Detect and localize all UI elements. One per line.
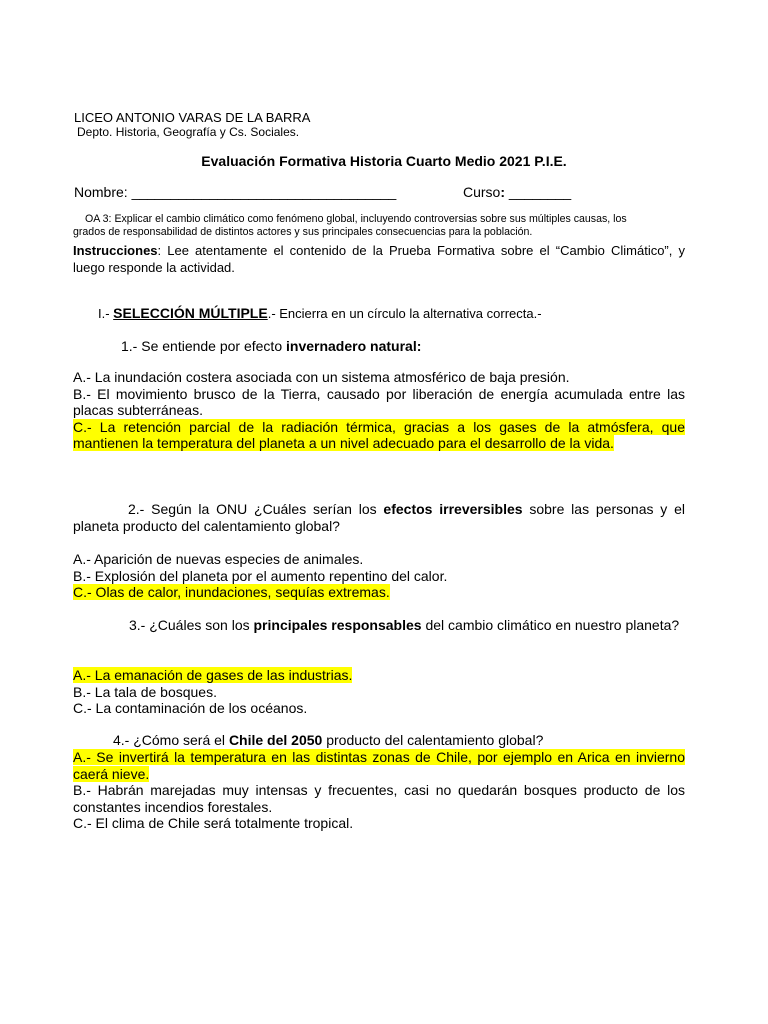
question-3-option-c: C.- La contaminación de los océanos. bbox=[73, 700, 308, 716]
question-4-option-a-highlight: A.- Se invertirá la temperatura en las distintas zonas de Chile, por ejemplo en Arica en invierno caerá nieve. bbox=[73, 749, 685, 782]
nombre-label: Nombre: bbox=[74, 184, 132, 200]
question-1-option-c bbox=[73, 419, 685, 452]
question-3-suffix: del cambio climático en nuestro planeta? bbox=[421, 617, 680, 633]
question-2-option-a: A.- Aparición de nuevas especies de animales. bbox=[73, 551, 364, 567]
question-3-stem bbox=[73, 617, 685, 634]
section-number: I.- bbox=[98, 306, 114, 321]
question-3-prefix: 3.- ¿Cuáles son los bbox=[129, 617, 254, 633]
question-2-stem bbox=[73, 501, 685, 534]
question-2-options bbox=[73, 551, 685, 601]
school-name: LICEO ANTONIO VARAS DE LA BARRA bbox=[74, 110, 311, 125]
question-4-prefix: 4.- ¿Cómo será el bbox=[113, 732, 229, 748]
learning-objective bbox=[73, 213, 685, 239]
question-1-stem bbox=[121, 338, 421, 355]
question-2-option-b: B.- Explosión del planeta por el aumento repentino del calor. bbox=[73, 567, 448, 584]
question-4-option-c: C.- El clima de Chile será totalmente tropical. bbox=[73, 815, 354, 831]
question-2-prefix: 2.- Según la ONU ¿Cuáles serían los bbox=[128, 501, 384, 517]
question-2-suffix: sobre las personas y el planeta producto del calentamiento global? bbox=[73, 501, 685, 534]
question-1-keyword: invernadero natural: bbox=[286, 338, 422, 354]
question-4-option-b: B.- Habrán marejadas muy intensas y frecuentes, casi no quedarán bosques producto de los constantes incendios forestales. bbox=[73, 782, 685, 815]
page-title: Evaluación Formativa Historia Cuarto Medio 2021 P.I.E. bbox=[201, 153, 567, 169]
curso-colon: : bbox=[500, 184, 506, 200]
question-4-option-a bbox=[73, 749, 685, 782]
question-3-keyword: principales responsables bbox=[253, 617, 422, 633]
instructions-label: Instrucciones bbox=[73, 243, 158, 258]
objective-line-1: OA 3: Explicar el cambio climático como fenómeno global, incluyendo controversias sobre sus múltiples causas, los bbox=[85, 213, 627, 225]
question-3-option-a bbox=[73, 667, 685, 684]
question-1-option-a: A.- La inundación costera asociada con un sistema atmosférico de baja presión. bbox=[73, 369, 570, 385]
instructions bbox=[73, 242, 685, 276]
question-1-option-c-highlight: C.- La retención parcial de la radiación térmica, gracias a los gases de la atmósfera, que mantienen la temperatura del planeta a un nivel adecuado para el desarrollo de la vida. bbox=[73, 418, 685, 451]
question-4-options bbox=[73, 749, 685, 832]
instructions-text: : Lee atentamente el contenido de la Prueba Formativa sobre el “Cambio Climático”, y luego responde la actividad. bbox=[73, 243, 685, 275]
question-3-option-b: B.- La tala de bosques. bbox=[73, 683, 217, 700]
question-1-prefix: 1.- Se entiende por efecto bbox=[121, 338, 286, 354]
department-name: Depto. Historia, Geografía y Cs. Sociales. bbox=[77, 125, 300, 139]
curso-field bbox=[463, 184, 571, 200]
section-heading bbox=[98, 305, 542, 321]
question-3-options bbox=[73, 667, 685, 717]
curso-blank: ________ bbox=[505, 184, 572, 200]
objective-line-2: grados de responsabilidad de distintos actores y sus principales consecuencias para la población. bbox=[73, 226, 533, 238]
question-2-keyword: efectos irreversibles bbox=[383, 501, 523, 517]
question-4-keyword: Chile del 2050 bbox=[228, 732, 323, 748]
nombre-blank: __________________________________ bbox=[131, 184, 397, 200]
question-1-options bbox=[73, 369, 685, 452]
nombre-field bbox=[74, 184, 396, 200]
curso-label: Curso bbox=[463, 184, 501, 200]
question-4-stem bbox=[113, 732, 543, 749]
section-title: SELECCIÓN MÚLTIPLE bbox=[113, 305, 268, 321]
question-2-option-c-highlight: C.- Olas de calor, inundaciones, sequías extremas. bbox=[73, 584, 390, 600]
section-instruction: .- Encierra en un círculo la alternativa correcta.- bbox=[267, 306, 542, 321]
question-2-option-c bbox=[73, 584, 685, 601]
question-4-suffix: producto del calentamiento global? bbox=[322, 732, 544, 748]
question-1-option-b: B.- El movimiento brusco de la Tierra, causado por liberación de energía acumulada entre las placas subterráneas. bbox=[73, 385, 685, 418]
question-3-option-a-highlight: A.- La emanación de gases de las industrias. bbox=[73, 667, 353, 683]
